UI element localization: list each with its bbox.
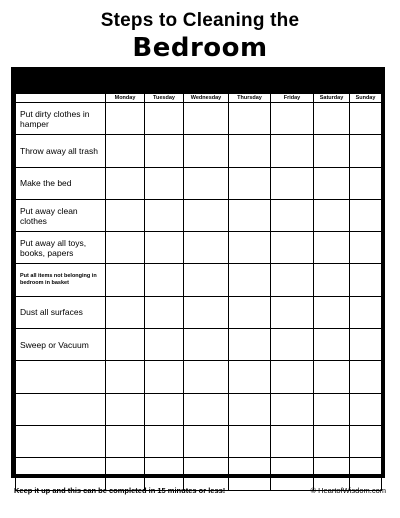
check-cell[interactable] bbox=[229, 329, 271, 361]
table-row bbox=[16, 329, 382, 361]
footer-credit: © HeartofWisdom.com bbox=[310, 486, 386, 495]
check-cell[interactable] bbox=[145, 167, 184, 199]
task-label[interactable] bbox=[16, 393, 106, 425]
check-cell[interactable] bbox=[271, 103, 314, 135]
day-header: Sunday bbox=[350, 94, 382, 103]
check-cell[interactable] bbox=[145, 232, 184, 264]
check-cell[interactable] bbox=[350, 296, 382, 328]
check-cell[interactable] bbox=[184, 361, 229, 393]
check-cell[interactable] bbox=[106, 103, 145, 135]
check-cell[interactable] bbox=[271, 199, 314, 231]
check-cell[interactable] bbox=[145, 329, 184, 361]
check-cell[interactable] bbox=[314, 329, 350, 361]
check-cell[interactable] bbox=[350, 329, 382, 361]
table-row bbox=[16, 135, 382, 167]
day-header: Wednesday bbox=[184, 94, 229, 103]
check-cell[interactable] bbox=[106, 199, 145, 231]
task-label[interactable] bbox=[16, 361, 106, 393]
check-cell[interactable] bbox=[350, 135, 382, 167]
check-cell[interactable] bbox=[314, 167, 350, 199]
check-cell[interactable] bbox=[314, 425, 350, 457]
check-cell[interactable] bbox=[229, 135, 271, 167]
task-label: Put dirty clothes in hamper bbox=[16, 103, 106, 135]
check-cell[interactable] bbox=[184, 296, 229, 328]
check-cell[interactable] bbox=[184, 199, 229, 231]
check-cell[interactable] bbox=[229, 458, 271, 490]
check-cell[interactable] bbox=[350, 264, 382, 296]
check-cell[interactable] bbox=[314, 296, 350, 328]
check-cell[interactable] bbox=[106, 135, 145, 167]
check-cell[interactable] bbox=[106, 167, 145, 199]
check-cell[interactable] bbox=[145, 135, 184, 167]
day-header: Monday bbox=[106, 94, 145, 103]
check-cell[interactable] bbox=[271, 393, 314, 425]
table-row bbox=[16, 296, 382, 328]
task-label: Put all items not belonging in bedroom in basket bbox=[16, 264, 106, 296]
check-cell[interactable] bbox=[314, 393, 350, 425]
day-header: Thursday bbox=[229, 94, 271, 103]
task-label: Make the bed bbox=[16, 167, 106, 199]
day-header: Friday bbox=[271, 94, 314, 103]
check-cell[interactable] bbox=[350, 393, 382, 425]
table-row bbox=[16, 361, 382, 393]
check-cell[interactable] bbox=[106, 393, 145, 425]
check-cell[interactable] bbox=[184, 103, 229, 135]
task-label[interactable] bbox=[16, 425, 106, 457]
check-cell[interactable] bbox=[145, 199, 184, 231]
check-cell[interactable] bbox=[145, 264, 184, 296]
page-title-line2: Bedroom bbox=[132, 33, 268, 63]
check-cell[interactable] bbox=[314, 264, 350, 296]
check-cell[interactable] bbox=[350, 167, 382, 199]
check-cell[interactable] bbox=[229, 425, 271, 457]
header-bar bbox=[15, 71, 381, 93]
check-cell[interactable] bbox=[271, 135, 314, 167]
table-row bbox=[16, 425, 382, 457]
check-cell[interactable] bbox=[271, 361, 314, 393]
check-cell[interactable] bbox=[229, 264, 271, 296]
check-cell[interactable] bbox=[106, 361, 145, 393]
task-label: Throw away all trash bbox=[16, 135, 106, 167]
check-cell[interactable] bbox=[229, 232, 271, 264]
check-cell[interactable] bbox=[350, 425, 382, 457]
check-cell[interactable] bbox=[184, 167, 229, 199]
check-cell[interactable] bbox=[314, 135, 350, 167]
check-cell[interactable] bbox=[350, 232, 382, 264]
table-row bbox=[16, 103, 382, 135]
page-title-line1: Steps to Cleaning the bbox=[100, 10, 300, 31]
table-row bbox=[16, 167, 382, 199]
check-cell[interactable] bbox=[106, 232, 145, 264]
check-cell[interactable] bbox=[271, 232, 314, 264]
check-cell[interactable] bbox=[184, 329, 229, 361]
check-cell[interactable] bbox=[271, 264, 314, 296]
check-cell[interactable] bbox=[350, 361, 382, 393]
check-cell[interactable] bbox=[145, 393, 184, 425]
check-cell[interactable] bbox=[145, 103, 184, 135]
cleaning-chart bbox=[11, 67, 385, 478]
table-row bbox=[16, 199, 382, 231]
check-cell[interactable] bbox=[184, 393, 229, 425]
task-column-header bbox=[16, 94, 106, 103]
day-header: Tuesday bbox=[145, 94, 184, 103]
check-cell[interactable] bbox=[314, 361, 350, 393]
check-cell[interactable] bbox=[184, 232, 229, 264]
task-label: Dust all surfaces bbox=[16, 296, 106, 328]
check-cell[interactable] bbox=[229, 103, 271, 135]
header-row bbox=[16, 94, 382, 103]
check-cell[interactable] bbox=[314, 103, 350, 135]
task-label: Sweep or Vacuum bbox=[16, 329, 106, 361]
check-cell[interactable] bbox=[271, 329, 314, 361]
check-cell[interactable] bbox=[229, 199, 271, 231]
check-cell[interactable] bbox=[106, 425, 145, 457]
schedule-table bbox=[15, 93, 382, 491]
check-cell[interactable] bbox=[184, 264, 229, 296]
check-cell[interactable] bbox=[229, 296, 271, 328]
check-cell[interactable] bbox=[145, 425, 184, 457]
check-cell[interactable] bbox=[271, 167, 314, 199]
check-cell[interactable] bbox=[184, 135, 229, 167]
check-cell[interactable] bbox=[145, 361, 184, 393]
check-cell[interactable] bbox=[229, 393, 271, 425]
check-cell[interactable] bbox=[106, 296, 145, 328]
table-row bbox=[16, 232, 382, 264]
task-label: Put away all toys, books, papers bbox=[16, 232, 106, 264]
task-label: Put away clean clothes bbox=[16, 199, 106, 231]
day-header: Saturday bbox=[314, 94, 350, 103]
table-row bbox=[16, 264, 382, 296]
check-cell[interactable] bbox=[350, 199, 382, 231]
check-cell[interactable] bbox=[106, 329, 145, 361]
check-cell[interactable] bbox=[106, 264, 145, 296]
check-cell[interactable] bbox=[145, 296, 184, 328]
check-cell[interactable] bbox=[271, 458, 314, 490]
check-cell[interactable] bbox=[271, 425, 314, 457]
check-cell[interactable] bbox=[314, 199, 350, 231]
check-cell[interactable] bbox=[229, 167, 271, 199]
check-cell[interactable] bbox=[271, 296, 314, 328]
check-cell[interactable] bbox=[229, 361, 271, 393]
check-cell[interactable] bbox=[314, 232, 350, 264]
table-row bbox=[16, 393, 382, 425]
check-cell[interactable] bbox=[184, 425, 229, 457]
footer-note: Keep it up and this can be completed in 15 minutes or less! bbox=[14, 486, 226, 495]
check-cell[interactable] bbox=[350, 103, 382, 135]
